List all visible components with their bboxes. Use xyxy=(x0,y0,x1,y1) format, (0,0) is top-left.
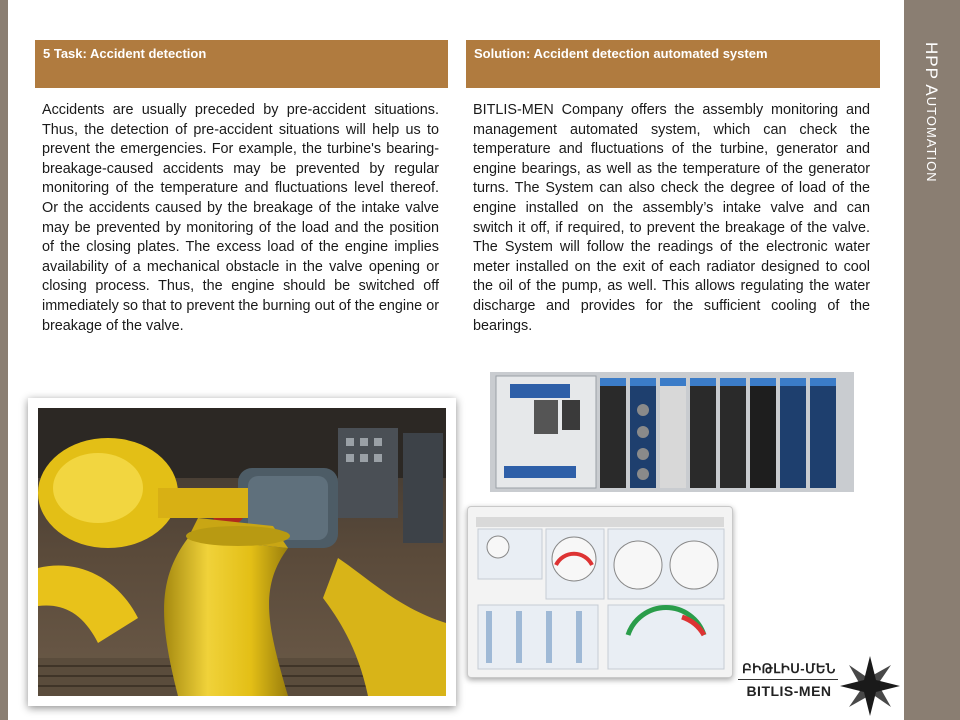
logo-text-latin: BITLIS-MEN xyxy=(746,683,832,699)
logo-divider xyxy=(738,679,838,680)
slide-title: HPP AUTOMATION xyxy=(922,42,941,183)
solution-header: Solution: Accident detection automated system xyxy=(466,40,880,88)
logo-text-armenian: ԲԻԹԼԻՍ-ՄԵՆ xyxy=(742,661,836,676)
task-header: 5 Task: Accident detection xyxy=(35,40,448,88)
controller-hardware-image xyxy=(490,370,854,494)
monitoring-software-screenshot xyxy=(467,506,733,678)
solution-description: BITLIS-MEN Company offers the assembly monitoring and management automated system, which can check the temperature and fluctuations of the turbine, generator and engine bearings, as well as the temperature of the generator turns. The System can also check the degree of load of the engine installed on the assembly’s intake valve and can switch it off, if required, to prevent the breakage of the valve. The System will follow the readings of the electronic water meter installed on the exit of each radiator designed to cool the oil of the pump, as well. This allows regulating the water discharge and provides for the sufficient cooling of the bearings. xyxy=(473,102,870,334)
star-emblem-icon xyxy=(840,654,900,718)
turbine-photo xyxy=(28,398,456,706)
bitlis-men-logo xyxy=(734,652,904,720)
left-edge-strip xyxy=(0,0,8,720)
task-description: Accidents are usually preceded by pre-accident situations. Thus, the detection of pre-accident situations will help us to prevent the emergencies. For example, the turbine's bearing- breakage-caused accidents may be prevented by regular monitoring of the temperature and fluctuations level thereof. Or the accidents caused by the breakage of the intake valve may be prevented by monitoring of the load and the position of the closing plates. The excess load of the engine implies availability of a mechanical obstacle in the valve opening or closing process. Thus, the engine should be switched off immediately so that to prevent the burning out of the engine or breakage of the valve. xyxy=(42,102,439,334)
